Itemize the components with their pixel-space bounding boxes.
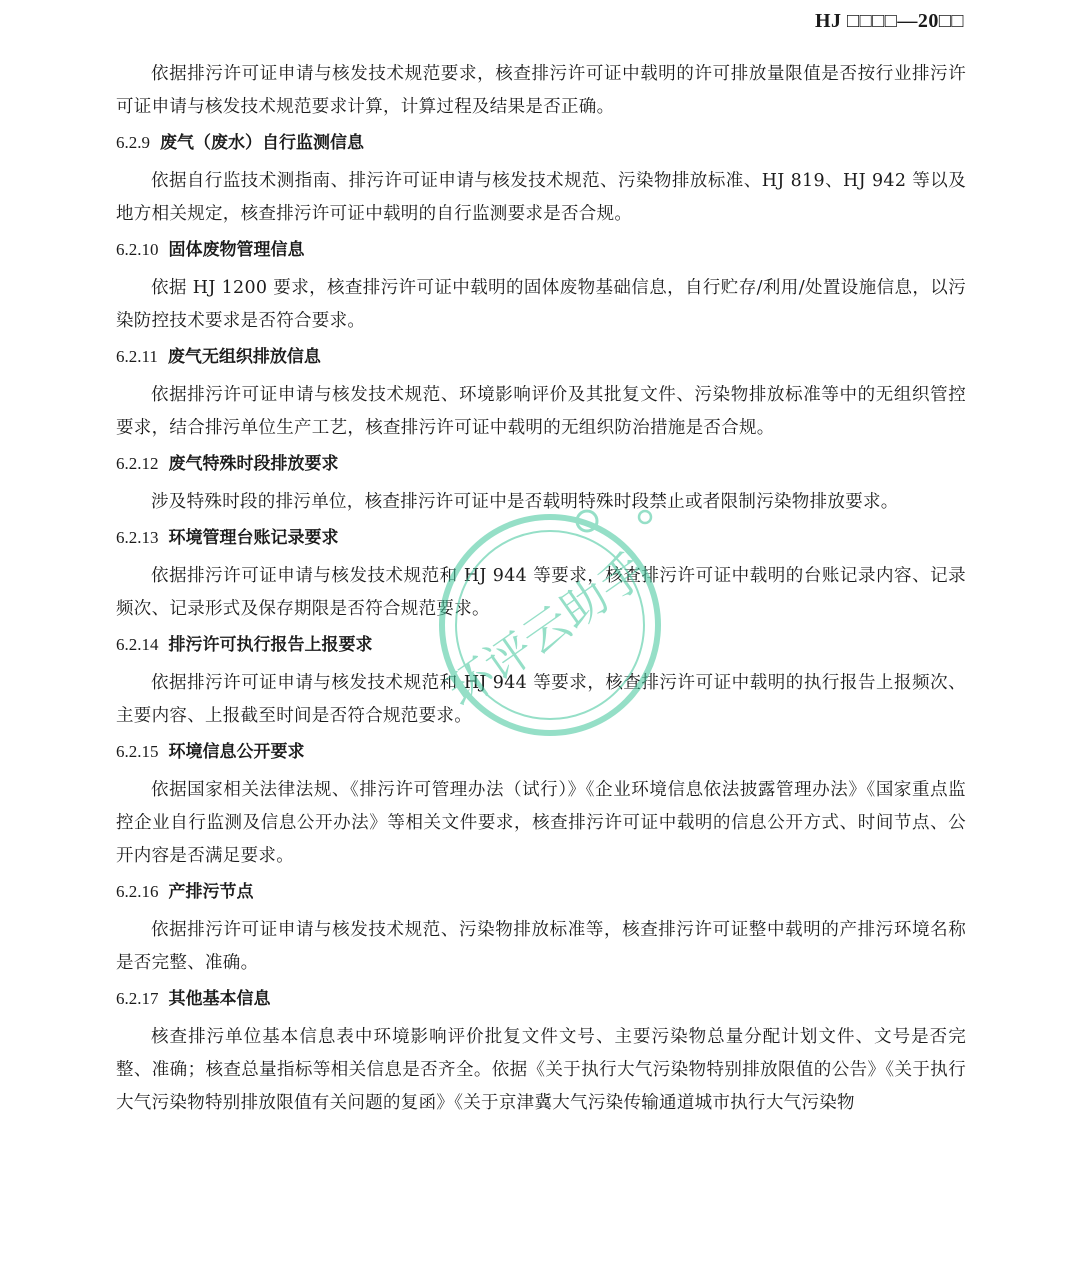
section-heading <box>116 879 966 905</box>
body-paragraph: 涉及特殊时段的排污单位，核查排污许可证中是否载明特殊时段禁止或者限制污染物排放要求。 <box>151 492 899 512</box>
document-header-code: HJ □□□□—20□□ <box>814 10 964 32</box>
section-number: 6.2.15 <box>116 742 159 761</box>
document-body <box>116 58 966 1126</box>
body-paragraph: 依据国家相关法律法规、《排污许可管理办法（试行）》《企业环境信息依法披露管理办法》《国家重点监控企业自行监测及信息公开办法》等相关文件要求，核查排污许可证中载明的信息公开方式、时间节点、公开内容是否满足要求。 <box>116 780 966 866</box>
body-paragraph: 依据排污许可证申请与核发技术规范和 HJ 944 等要求，核查排污许可证中载明的执行报告上报频次、主要内容、上报截至时间是否符合规范要求。 <box>116 673 966 726</box>
body-paragraph: 依据 HJ 1200 要求，核查排污许可证中载明的固体废物基础信息，自行贮存/利用/处置设施信息，以污染防控技术要求是否符合要求。 <box>116 278 966 331</box>
section-number: 6.2.9 <box>116 133 150 152</box>
section-number: 6.2.17 <box>116 989 159 1008</box>
section-title: 废气无组织排放信息 <box>167 347 321 367</box>
section-title: 产排污节点 <box>168 882 254 902</box>
section-number: 6.2.11 <box>116 347 158 366</box>
section-title: 其他基本信息 <box>168 989 271 1009</box>
body-paragraph: 依据自行监技术测指南、排污许可证申请与核发技术规范、污染物排放标准、HJ 819、HJ 942 等以及地方相关规定，核查排污许可证中载明的自行监测要求是否合规。 <box>116 171 966 224</box>
watermark-text: 环评云助手 <box>436 542 657 719</box>
section-title: 排污许可执行报告上报要求 <box>168 635 373 655</box>
body-paragraph: 依据排污许可证申请与核发技术规范要求，核查排污许可证中载明的许可排放量限值是否按行业排污许可证申请与核发技术规范要求计算，计算过程及结果是否正确。 <box>116 64 966 117</box>
section-number: 6.2.10 <box>116 240 159 259</box>
section-heading <box>116 986 966 1012</box>
section-title: 环境管理台账记录要求 <box>168 528 339 548</box>
section-heading <box>116 237 966 263</box>
section-number: 6.2.12 <box>116 454 159 473</box>
section-number: 6.2.14 <box>116 635 159 654</box>
body-paragraph: 依据排污许可证申请与核发技术规范和 HJ 944 等要求，核查排污许可证中载明的台账记录内容、记录频次、记录形式及保存期限是否符合规范要求。 <box>116 566 966 619</box>
body-paragraph: 核查排污单位基本信息表中环境影响评价批复文件文号、主要污染物总量分配计划文件、文号是否完整、准确；核查总量指标等相关信息是否齐全。依据《关于执行大气污染物特别排放限值的公告》《关于执行大气污染物特别排放限值有关问题的复函》《关于京津冀大气污染传输通道城市执行大气污染物 <box>116 1027 966 1113</box>
body-paragraph: 依据排污许可证申请与核发技术规范、环境影响评价及其批复文件、污染物排放标准等中的无组织管控要求，结合排污单位生产工艺，核查排污许可证中载明的无组织防治措施是否合规。 <box>116 385 966 438</box>
section-heading <box>116 632 966 658</box>
body-paragraph: 依据排污许可证申请与核发技术规范、污染物排放标准等，核查排污许可证整中载明的产排污环境名称是否完整、准确。 <box>116 920 966 973</box>
section-heading <box>116 739 966 765</box>
section-heading <box>116 130 966 156</box>
section-title: 环境信息公开要求 <box>168 742 305 762</box>
section-heading <box>116 344 966 370</box>
section-heading <box>116 525 966 551</box>
section-number: 6.2.13 <box>116 528 159 547</box>
section-number: 6.2.16 <box>116 882 159 901</box>
section-title: 废气（废水）自行监测信息 <box>160 133 364 153</box>
section-title: 固体废物管理信息 <box>168 240 305 260</box>
section-heading <box>116 451 966 477</box>
section-title: 废气特殊时段排放要求 <box>168 454 339 474</box>
